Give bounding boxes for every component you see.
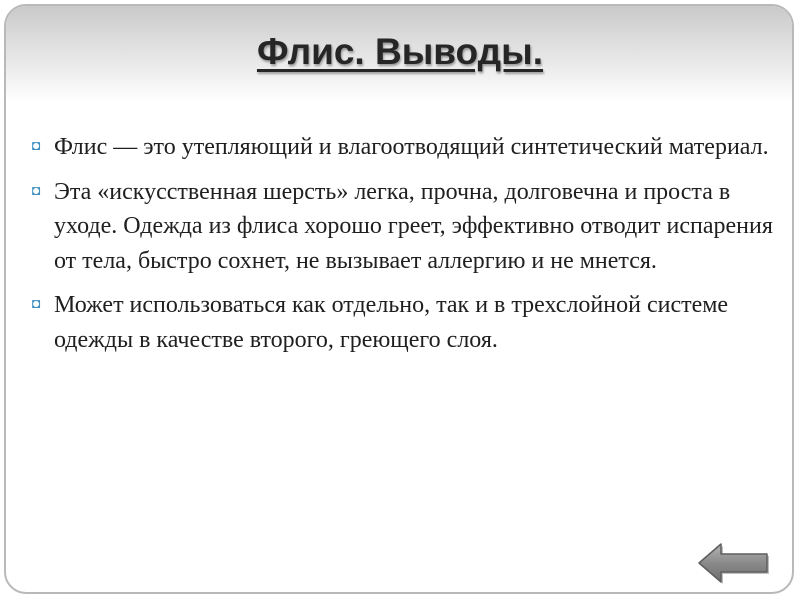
bullet-icon: ◘ (32, 183, 41, 199)
bullet-item (30, 175, 775, 279)
bullet-text: Эта «искусственная шерсть» легка, прочна, долговечна и проста в уходе. Одежда из флиса хорошо греет, эффективно отводит испарения от тела, быстро сохнет, не вызывает аллергию и не мнется. (54, 178, 773, 274)
bullet-list (30, 130, 775, 367)
bullet-icon: ◘ (32, 139, 41, 154)
bullet-text: Флис — это утепляющий и влагоотводящий синтетический материал. (54, 134, 769, 160)
bullet-icon: ◘ (32, 297, 41, 312)
arrow-left-icon (694, 540, 774, 586)
bullet-text: Может использоваться как отдельно, так и в трехслойной системе одежды в качестве второго, греющего слоя. (54, 292, 729, 353)
slide-title: Флис. Выводы. (256, 31, 544, 72)
back-button[interactable] (694, 540, 774, 586)
bullet-item (30, 288, 775, 357)
bullet-item (30, 130, 775, 165)
